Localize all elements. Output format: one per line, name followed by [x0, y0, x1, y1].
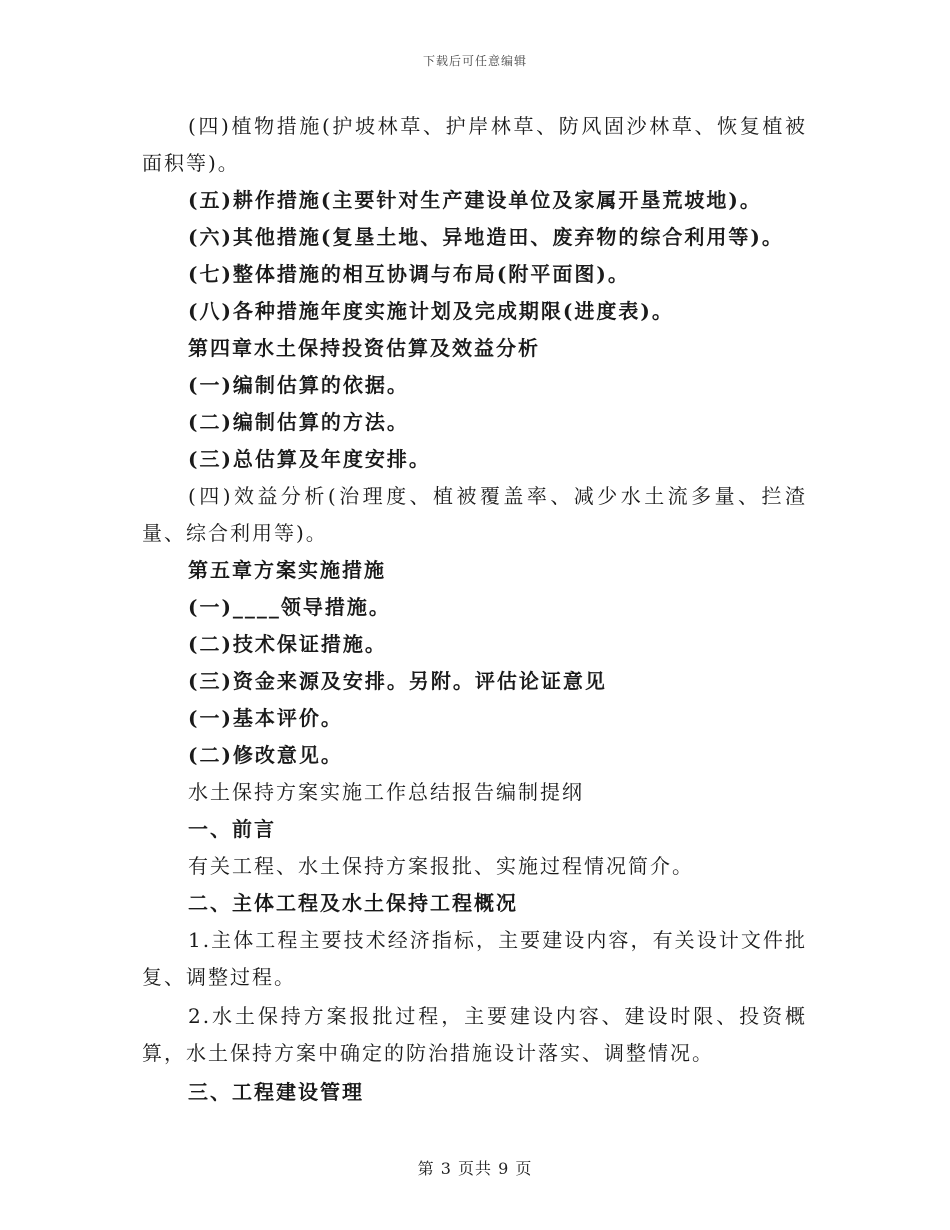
- paragraph-estimate-basis: (一)编制估算的依据。: [188, 373, 409, 397]
- paragraph-estimate-method: (二)编制估算的方法。: [188, 410, 409, 434]
- paragraph-technical-guarantee: (二)技术保证措施。: [188, 632, 387, 656]
- paragraph-overall-coordination: (七)整体措施的相互协调与布局(附平面图)。: [188, 262, 630, 286]
- paragraph-plan-approval: 2.水土保持方案报批过程，主要建设内容、建设时限、投资概算，水土保持方案中确定的防治措施设计落实、调整情况。: [142, 1004, 807, 1065]
- paragraph-plant-measures: (四)植物措施(护坡林草、护岸林草、防风固沙林草、恢复植被面积等)。: [142, 114, 807, 175]
- chapter-five-heading: 第五章方案实施措施: [188, 558, 386, 582]
- section-two-heading: 二、主体工程及水土保持工程概况: [188, 891, 518, 915]
- paragraph-annual-plan: (八)各种措施年度实施计划及完成期限(进度表)。: [188, 299, 674, 323]
- paragraph-intro-summary: 有关工程、水土保持方案报批、实施过程情况简介。: [188, 854, 694, 878]
- document-body: [142, 108, 807, 1111]
- paragraph-benefit-analysis: (四)效益分析(治理度、植被覆盖率、减少水土流多量、拦渣量、综合利用等)。: [142, 484, 807, 545]
- page-header: 下载后可任意编辑: [422, 54, 527, 68]
- paragraph-revision-opinion: (二)修改意见。: [188, 743, 343, 767]
- page-number: 第 3 页共 9 页: [417, 1159, 533, 1178]
- paragraph-tillage-measures: (五)耕作措施(主要针对生产建设单位及家属开垦荒坡地)。: [188, 188, 762, 212]
- summary-report-title: 水土保持方案实施工作总结报告编制提纲: [188, 780, 584, 804]
- paragraph-other-measures: (六)其他措施(复垦土地、异地造田、废弃物的综合利用等)。: [188, 225, 784, 249]
- paragraph-basic-evaluation: (一)基本评价。: [188, 706, 343, 730]
- paragraph-leadership: (一)____领导措施。: [188, 595, 391, 619]
- chapter-four-heading: 第四章水土保持投资估算及效益分析: [188, 336, 540, 360]
- section-three-heading: 三、工程建设管理: [188, 1080, 364, 1104]
- paragraph-funding: (三)资金来源及安排。另附。评估论证意见: [188, 669, 607, 693]
- paragraph-main-project: 1.主体工程主要技术经济指标，主要建设内容，有关设计文件批复、调整过程。: [142, 928, 807, 989]
- paragraph-total-estimate: (三)总估算及年度安排。: [188, 447, 431, 471]
- section-one-heading: 一、前言: [188, 817, 276, 841]
